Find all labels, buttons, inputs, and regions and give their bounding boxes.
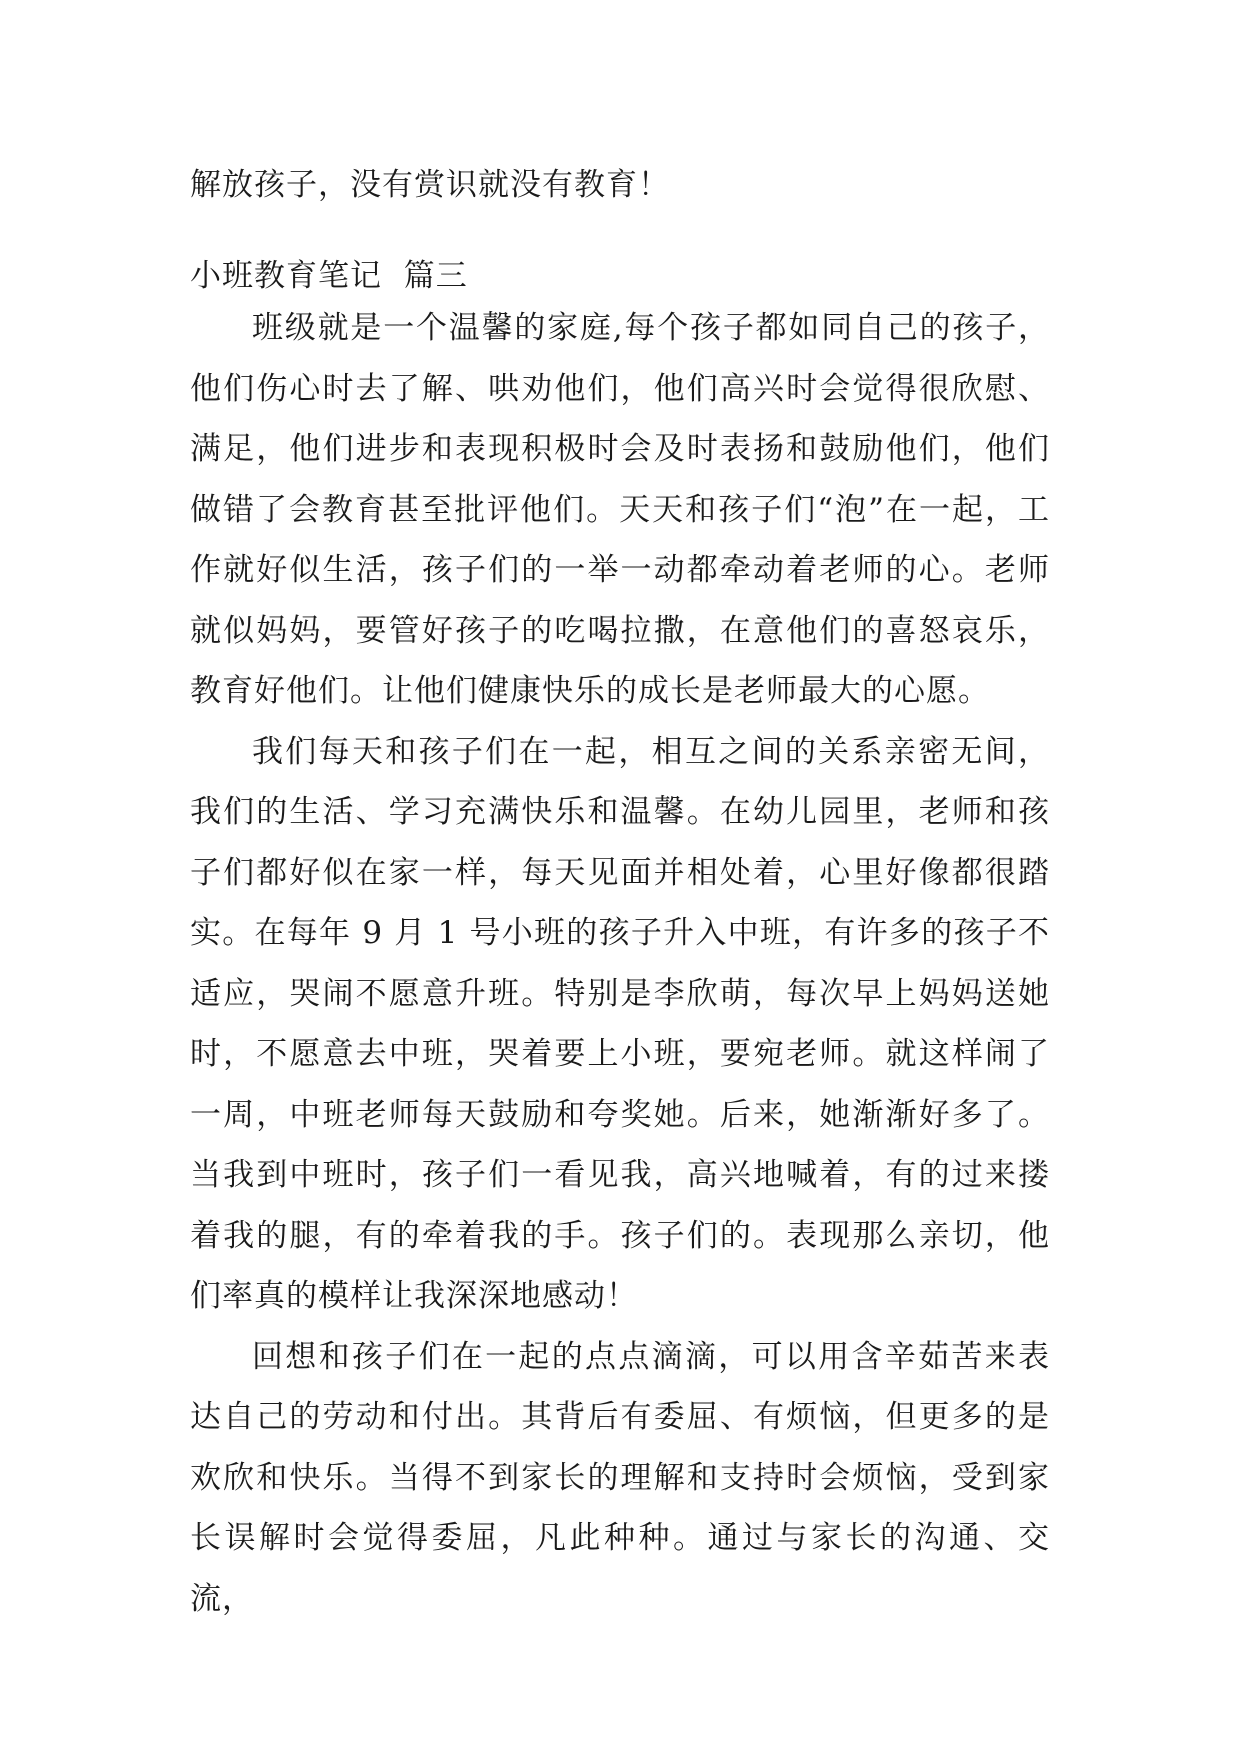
- paragraph: 回想和孩子们在一起的点点滴滴，可以用含辛茹苦来表达自己的劳动和付出。其背后有委屈、有烦恼，但更多的是欢欣和快乐。当得不到家长的理解和支持时会烦恼，受到家长误解时会觉得委屈，凡此种种。通过与家长的沟通、交流，: [190, 1338, 1050, 1617]
- lead-line: 解放孩子，没有赏识就没有教育！: [190, 167, 670, 203]
- paragraph: 我们每天和孩子们在一起，相互之间的关系亲密无间，我们的生活、学习充满快乐和温馨。在幼儿园里，老师和孩子们都好似在家一样，每天见面并相处着，心里好像都很踏实。在每年 9 月 1 号小班的孩子升入中班，有许多的孩子不适应，哭闹不愿意升班。特别是李欣萌，每次早上妈妈送她时，不愿意去中班，哭着要上小班，要宛老师。就这样闹了一周，中班老师每天鼓励和夸奖她。后来，她渐渐好多了。当我到中班时，孩子们一看见我，高兴地喊着，有的过来搂着我的腿，有的牵着我的手。孩子们的。表现那么亲切，他们率真的模样让我深深地感动！: [190, 733, 1050, 1314]
- section-title: 小班教育笔记 篇三: [190, 258, 468, 294]
- body-text: [190, 298, 1050, 1629]
- paragraph: 班级就是一个温馨的家庭,每个孩子都如同自己的孩子，他们伤心时去了解、哄劝他们，他们高兴时会觉得很欣慰、满足，他们进步和表现积极时会及时表扬和鼓励他们，他们做错了会教育甚至批评他们。天天和孩子们“泡”在一起，工作就好似生活，孩子们的一举一动都牵动着老师的心。老师就似妈妈，要管好孩子的吃喝拉撒，在意他们的喜怒哀乐，教育好他们。让他们健康快乐的成长是老师最大的心愿。: [190, 310, 1050, 709]
